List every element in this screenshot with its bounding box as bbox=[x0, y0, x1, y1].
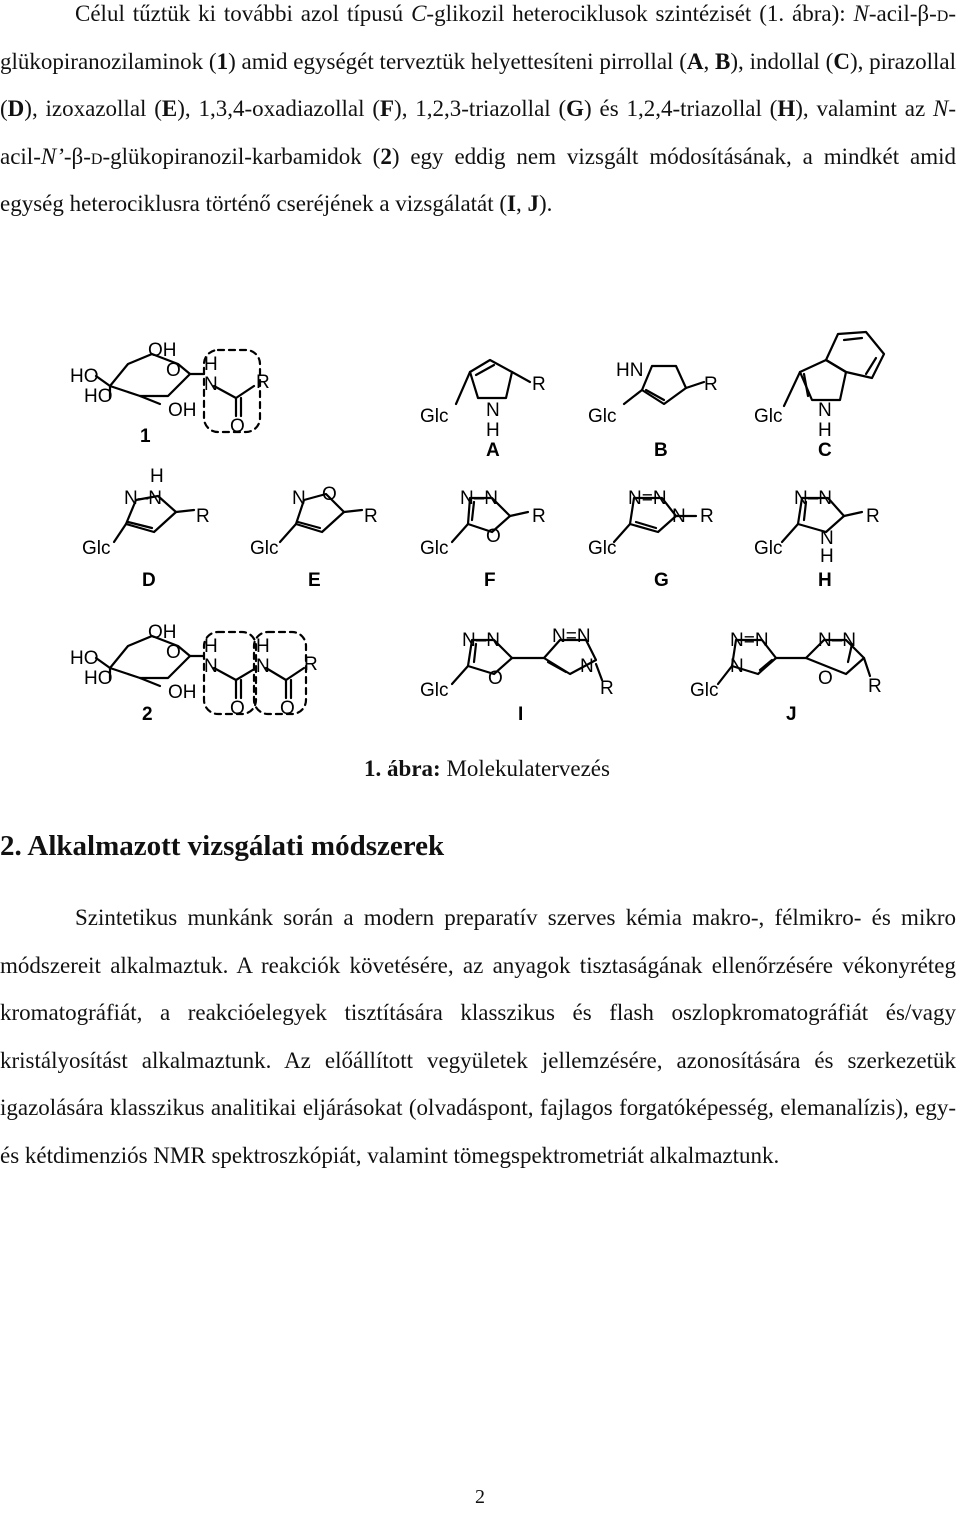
atom-label: O bbox=[486, 526, 501, 547]
page-number: 2 bbox=[475, 1486, 485, 1508]
compound-A-structure bbox=[456, 360, 530, 404]
atom-label: OH bbox=[148, 340, 177, 361]
compound-C-structure bbox=[784, 332, 884, 406]
atom-label: R bbox=[532, 506, 546, 527]
compound-label-G: G bbox=[654, 570, 669, 591]
compound-label-J: J bbox=[786, 704, 797, 725]
atom-label: N–N bbox=[124, 488, 163, 509]
atom-label: R bbox=[700, 506, 714, 527]
molecule-design-figure bbox=[0, 320, 960, 730]
intro-paragraph: Célul tűztük ki további azol típusú C-glikozil heterociklusok szintézisét (1. ábra): N-acil-β-d-glükopiranozilaminok (1) amid egységét terveztük helyettesíteni pirrollal (A, B), indollal (C), pirazollal (D), izoxazollal (E), 1,3,4-oxadiazollal (F), 1,2,3-triazollal (G) és 1,2,4-triazollal (H), valamint az N-acil-N’-β-d-glükopiranozil-karbamidok (2) egy eddig nem vizsgált módosításának, a mindkét amid egység heterociklusra történő cseréjének a vizsgálatát (I, J). bbox=[0, 1, 956, 217]
compound-label-H: H bbox=[818, 570, 832, 591]
atom-label: N bbox=[256, 656, 270, 677]
atom-label: R bbox=[600, 678, 614, 699]
atom-label: N=N bbox=[628, 488, 667, 509]
atom-label: N bbox=[204, 656, 218, 677]
methods-paragraph: Szintetikus munkánk során a modern preparatív szerves kémia makro-, félmikro- és mikro módszereit alkalmaztuk. A reakciók követésére, az anyagok tisztaságának ellenőrzésére vékonyréteg kromatográfiát, a reakcióelegyek tisztítására klasszikus és flash oszlopkromatográfiát és/vagy kristályosítást alkalmaztunk. Az előállított vegyületek jellemzésére, azonosítására és szerkezetük igazolására klasszikus analitikai eljárásokat (olvadáspont, fajlagos forgatóképesség, elemanalízis), egy- és kétdimenziós NMR spektroszkópiát, valamint tömegspektrometriát alkalmaztunk. bbox=[0, 905, 956, 1168]
atom-label: O bbox=[280, 698, 295, 719]
compound-label-B: B bbox=[654, 440, 668, 461]
atom-label: R bbox=[364, 506, 378, 527]
section-title: 2. Alkalmazott vizsgálati módszerek bbox=[0, 830, 445, 862]
atom-label: O bbox=[818, 668, 833, 689]
atom-label: R bbox=[256, 372, 270, 393]
atom-label: O bbox=[230, 698, 245, 719]
atom-label: Glc bbox=[754, 538, 783, 559]
atom-label: N bbox=[820, 528, 834, 549]
atom-label: Glc bbox=[690, 680, 719, 701]
atom-label: Glc bbox=[588, 538, 617, 559]
atom-label: N=N bbox=[552, 626, 591, 647]
compound-label-1: 1 bbox=[140, 426, 151, 447]
atom-label: O bbox=[166, 360, 181, 381]
atom-label: H bbox=[204, 354, 218, 375]
atom-label: N bbox=[486, 400, 500, 421]
atom-label: N bbox=[818, 400, 832, 421]
compound-label-2: 2 bbox=[142, 704, 153, 725]
atom-label: N–N bbox=[794, 488, 833, 509]
atom-label: O bbox=[230, 416, 245, 437]
atom-label: Glc bbox=[420, 680, 449, 701]
compound-label-E: E bbox=[308, 570, 321, 591]
atom-label: HN bbox=[616, 360, 644, 381]
compound-label-A: A bbox=[486, 440, 500, 461]
atom-label: N–N bbox=[818, 630, 857, 651]
atom-label: O bbox=[488, 668, 503, 689]
atom-label: Glc bbox=[754, 406, 783, 427]
atom-label: HO bbox=[84, 668, 113, 689]
atom-label: OH bbox=[168, 400, 197, 421]
atom-label: HO bbox=[84, 386, 113, 407]
atom-label: Glc bbox=[420, 406, 449, 427]
atom-label: R bbox=[196, 506, 210, 527]
atom-label: R bbox=[704, 374, 718, 395]
atom-label: H bbox=[820, 546, 834, 567]
atom-label: N=N bbox=[730, 630, 769, 651]
compound-label-D: D bbox=[142, 570, 156, 591]
atom-label: R bbox=[532, 374, 546, 395]
compound-2-structure bbox=[96, 632, 306, 714]
atom-label: Glc bbox=[420, 538, 449, 559]
atom-label: N–N bbox=[462, 630, 501, 651]
atom-label: R bbox=[868, 676, 882, 697]
atom-label: R bbox=[304, 654, 318, 675]
atom-label: H bbox=[204, 636, 218, 657]
atom-label: H bbox=[818, 420, 832, 441]
atom-label: R bbox=[866, 506, 880, 527]
atom-label: N bbox=[672, 506, 686, 527]
figure-caption: 1. ábra: Molekulatervezés bbox=[364, 756, 610, 781]
atom-label: OH bbox=[168, 682, 197, 703]
compound-label-F: F bbox=[484, 570, 496, 591]
atom-label: H bbox=[256, 636, 270, 657]
atom-label: Glc bbox=[588, 406, 617, 427]
atom-label: N bbox=[292, 488, 306, 509]
atom-label: Glc bbox=[250, 538, 279, 559]
compound-label-C: C bbox=[818, 440, 832, 461]
atom-label: N bbox=[204, 374, 218, 395]
atom-label: HO bbox=[70, 648, 99, 669]
atom-label: OH bbox=[148, 622, 177, 643]
atom-label: N bbox=[580, 656, 594, 677]
atom-label: N bbox=[730, 656, 744, 677]
atom-label: N–N bbox=[460, 488, 499, 509]
atom-label: Glc bbox=[82, 538, 111, 559]
atom-label: O bbox=[166, 642, 181, 663]
atom-label: O bbox=[322, 484, 337, 505]
atom-label: H bbox=[486, 420, 500, 441]
atom-label: HO bbox=[70, 366, 99, 387]
atom-label: H bbox=[150, 466, 164, 487]
compound-label-I: I bbox=[518, 704, 524, 725]
